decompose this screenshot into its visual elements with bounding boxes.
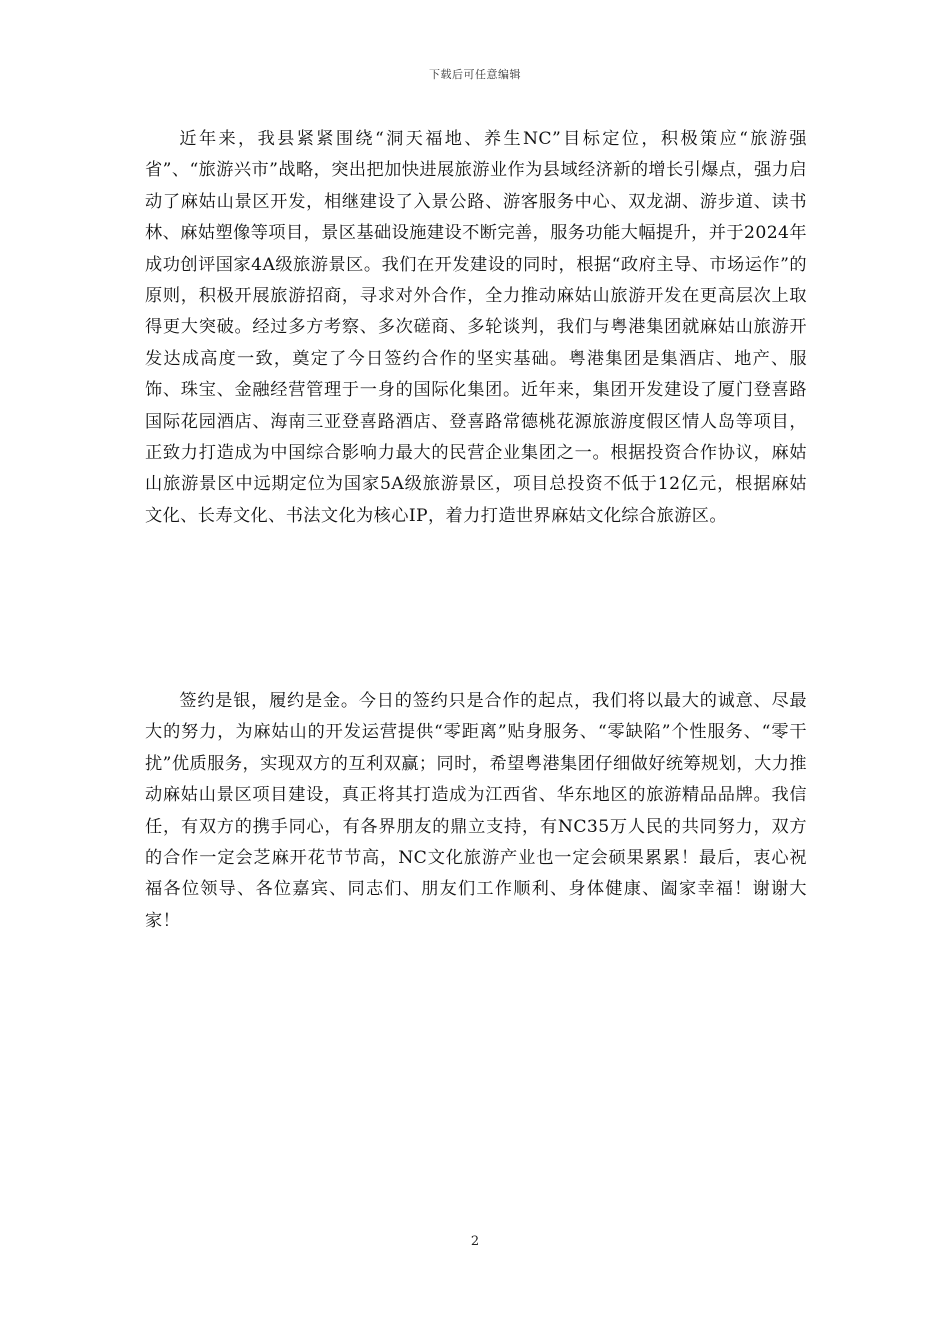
body-paragraph-2: 签约是银，履约是金。今日的签约只是合作的起点，我们将以最大的诚意、尽最大的努力，为麻姑山的开发运营提供“零距离”贴身服务、“零缺陷”个性服务、“零干扰”优质服务，实现双方的互利双赢；同时，希望粤港集团仔细做好统筹规划，大力推动麻姑山景区项目建设，真正将其打造成为江西省、华东地区的旅游精品品牌。我信任，有双方的携手同心，有各界朋友的鼎立支持，有NC35万人民的共同努力，双方的合作一定会芝麻开花节节高，NC文化旅游产业也一定会硕果累累！最后，衷心祝福各位领导、各位嘉宾、同志们、朋友们工作顺利、身体健康、阖家幸福！谢谢大家！: [145, 691, 807, 931]
header-note: 下载后可任意编辑: [429, 68, 521, 81]
body-paragraph-1: 近年来，我县紧紧围绕“洞天福地、养生NC”目标定位，积极策应“旅游强省”、“旅游兴市”战略，突出把加快进展旅游业作为县域经济新的增长引爆点，强力启动了麻姑山景区开发，相继建设了入景公路、游客服务中心、双龙湖、游步道、读书林、麻姑塑像等项目，景区基础设施建设不断完善，服务功能大幅提升，并于2024年成功创评国家4A级旅游景区。我们在开发建设的同时，根据“政府主导、市场运作”的原则，积极开展旅游招商，寻求对外合作，全力推动麻姑山旅游开发在更高层次上取得更大突破。经过多方考察、多次磋商、多轮谈判，我们与粤港集团就麻姑山旅游开发达成高度一致，奠定了今日签约合作的坚实基础。粤港集团是集酒店、地产、服饰、珠宝、金融经营管理于一身的国际化集团。近年来，集团开发建设了厦门登喜路国际花园酒店、海南三亚登喜路酒店、登喜路常德桃花源旅游度假区情人岛等项目，正致力打造成为中国综合影响力最大的民营企业集团之一。根据投资合作协议，麻姑山旅游景区中远期定位为国家5A级旅游景区，项目总投资不低于12亿元，根据麻姑文化、长寿文化、书法文化为核心IP，着力打造世界麻姑文化综合旅游区。: [145, 129, 807, 526]
page-number: 2: [470, 1234, 480, 1249]
